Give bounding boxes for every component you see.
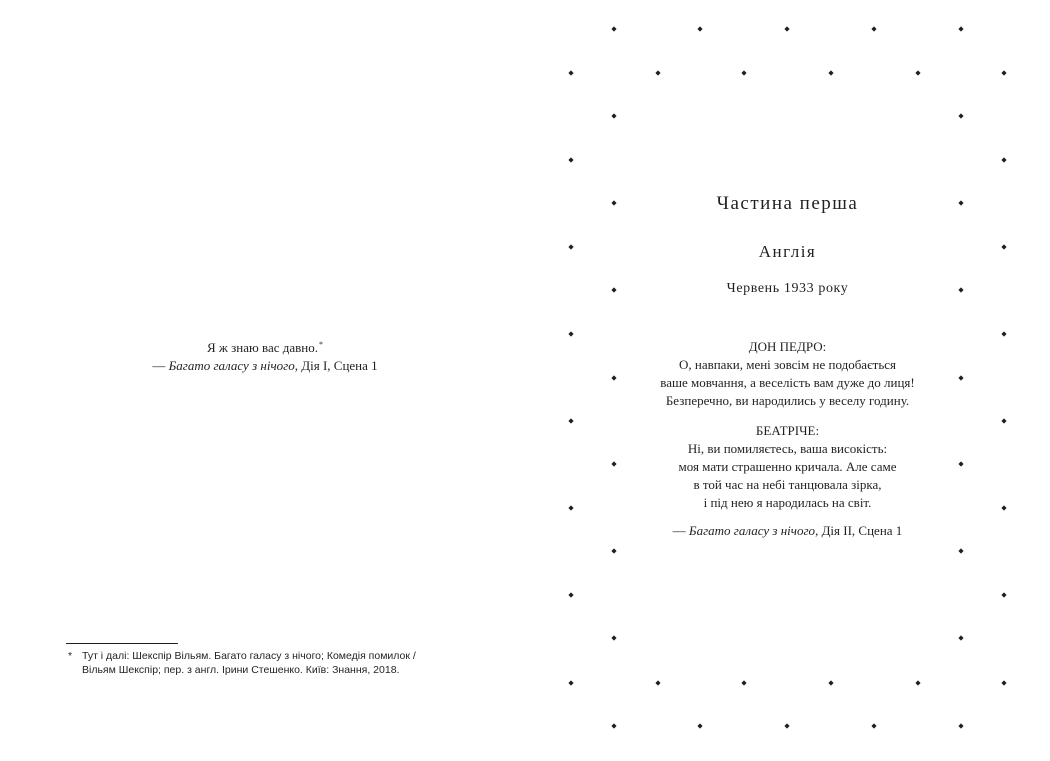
decorative-dot bbox=[611, 723, 616, 728]
decorative-dot bbox=[784, 723, 789, 728]
decorative-dot bbox=[611, 548, 616, 553]
decorative-dot bbox=[958, 548, 963, 553]
decorative-dot bbox=[958, 723, 963, 728]
epigraph-location: , Дія I, Сцена 1 bbox=[294, 358, 378, 373]
decorative-dot bbox=[871, 26, 876, 31]
chapter-location: Англія bbox=[758, 242, 817, 261]
decorative-dot bbox=[915, 70, 920, 75]
decorative-dot bbox=[1001, 157, 1006, 162]
decorative-dot bbox=[958, 113, 963, 118]
decorative-dot bbox=[1001, 680, 1006, 685]
speech-don-pedro bbox=[525, 338, 1050, 410]
speech-line: Ні, ви помиляєтесь, ваша високість: bbox=[687, 441, 888, 456]
decorative-dot bbox=[568, 680, 573, 685]
epigraph-dash: — bbox=[152, 358, 169, 373]
speech-line: моя мати страшенно кричала. Але саме bbox=[678, 459, 897, 474]
decorative-dot bbox=[741, 680, 746, 685]
footnote-line: Вільям Шекспір; пер. з англ. Ірини Стешенко. Київ: Знання, 2018. bbox=[82, 664, 400, 676]
epigraph-quote: Я ж знаю вас давно. bbox=[207, 340, 318, 355]
speaker-name: БЕАТРІЧЕ: bbox=[755, 423, 820, 438]
decorative-dot bbox=[697, 26, 702, 31]
decorative-dot bbox=[611, 26, 616, 31]
decorative-dot bbox=[655, 680, 660, 685]
part-title: Частина перша bbox=[716, 193, 859, 214]
speech-beatrice bbox=[525, 422, 1050, 512]
footnote-marker: * bbox=[68, 650, 73, 662]
decorative-dot bbox=[1001, 592, 1006, 597]
decorative-dot bbox=[611, 113, 616, 118]
decorative-dot bbox=[784, 26, 789, 31]
dialogue-excerpt bbox=[525, 338, 1050, 540]
decorative-dot bbox=[568, 331, 573, 336]
speech-line: і під нею я народилась на світ. bbox=[703, 495, 872, 510]
footnote-line: Тут і далі: Шекспір Вільям. Багато галасу з нічого; Комедія помилок / bbox=[82, 650, 416, 662]
decorative-dot bbox=[828, 70, 833, 75]
decorative-dot bbox=[568, 592, 573, 597]
decorative-dot bbox=[568, 157, 573, 162]
decorative-dot bbox=[741, 70, 746, 75]
speech-line: в той час на небі танцювала зірка, bbox=[693, 477, 882, 492]
decorative-dot bbox=[568, 70, 573, 75]
speech-line: Безперечно, ви народились у веселу годину. bbox=[665, 393, 910, 408]
speaker-name: ДОН ПЕДРО: bbox=[748, 339, 827, 354]
decorative-dot bbox=[915, 680, 920, 685]
speech-line: ваше мовчання, а веселість вам дуже до лиця! bbox=[660, 375, 915, 390]
epigraph-work-title: Багато галасу з нічого bbox=[168, 358, 295, 373]
chapter-date: Червень 1933 року bbox=[726, 281, 849, 296]
speech-line: О, навпаки, мені зовсім не подобається bbox=[678, 357, 897, 372]
decorative-dot bbox=[1001, 331, 1006, 336]
source-work-title: Багато галасу з нічого bbox=[688, 523, 816, 538]
decorative-dot bbox=[871, 723, 876, 728]
source-dash: — bbox=[672, 523, 689, 538]
footnote-reference: * bbox=[318, 340, 323, 349]
dialogue-source bbox=[525, 522, 1050, 540]
decorative-dot bbox=[958, 26, 963, 31]
source-location: , Дія II, Сцена 1 bbox=[815, 523, 903, 538]
decorative-dot bbox=[697, 723, 702, 728]
decorative-dot bbox=[611, 635, 616, 640]
decorative-dot bbox=[958, 635, 963, 640]
decorative-dot bbox=[828, 680, 833, 685]
decorative-dot bbox=[655, 70, 660, 75]
decorative-dot bbox=[1001, 70, 1006, 75]
